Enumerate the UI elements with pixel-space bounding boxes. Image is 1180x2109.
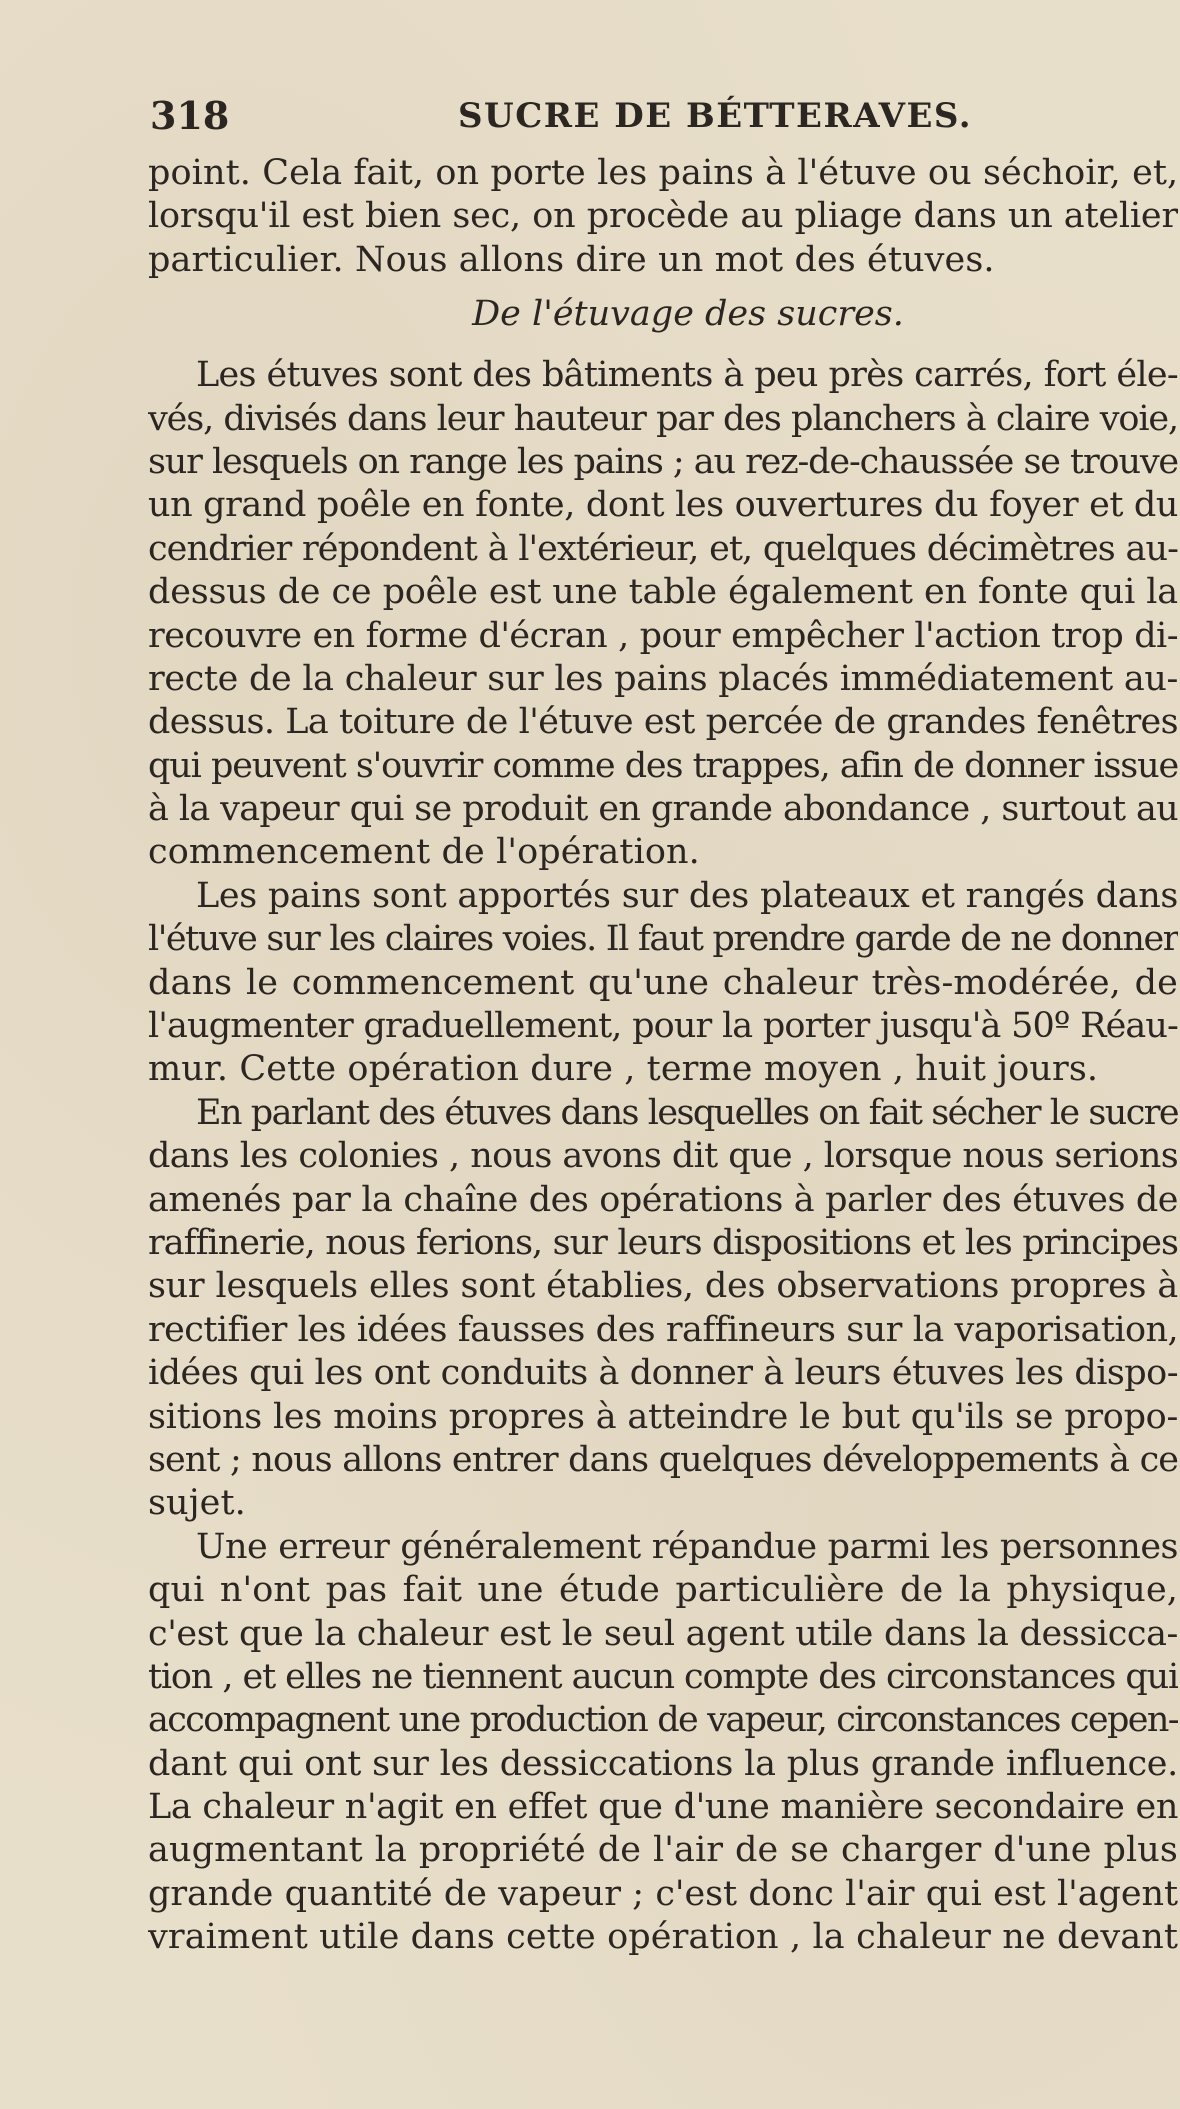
text-line: commencement de l'opération. [148,832,700,873]
intro-paragraph [148,152,1178,282]
text-line: Une erreur généralement répandue parmi les personnes [196,1526,1178,1567]
paragraph [148,354,1178,875]
text-line: raffinerie, nous ferions, sur leurs dispositions et les principes [148,1222,1178,1263]
text-line: sent ; nous allons entrer dans quelques développements à ce [148,1439,1178,1480]
paragraph [148,875,1178,1092]
text-line: augmentant la propriété de l'air de se charger d'une plus [148,1830,1178,1871]
running-head: SUCRE DE BÉTTERAVES. [458,96,973,136]
text-line: La chaleur n'agit en effet que d'une manière secondaire en [148,1787,1178,1828]
text-line: dessus. La toiture de l'étuve est percée de grandes fenêtres [148,702,1178,743]
text-line: qui peuvent s'ouvrir comme des trappes, afin de donner issue [148,745,1178,786]
text-line: grande quantité de vapeur ; c'est donc l'air qui est l'agent [148,1873,1178,1914]
text-line: particulier. Nous allons dire un mot des étuves. [148,239,995,280]
text-line: tion , et elles ne tiennent aucun compte des circonstances qui [148,1656,1178,1697]
page-number: 318 [150,93,230,138]
text-line: un grand poêle en fonte, dont les ouvertures du foyer et du [148,485,1178,526]
text-line: recouvre en forme d'écran , pour empêcher l'action trop di- [148,615,1178,656]
text-line: amenés par la chaîne des opérations à parler des étuves de [148,1179,1178,1220]
paragraph [148,1092,1178,1526]
text-line: rectifier les idées fausses des raffineurs sur la vaporisation, [148,1309,1178,1350]
text-line: qui n'ont pas fait une étude particulière de la physique, [148,1570,1178,1611]
text-line: l'augmenter graduellement, pour la porter jusqu'à 50º Réau- [148,1006,1178,1047]
text-line: vés, divisés dans leur hauteur par des planchers à claire voie, [148,398,1178,439]
text-line: dant qui ont sur les dessiccations la plus grande influence. [148,1743,1178,1784]
text-line: sitions les moins propres à atteindre le but qu'ils se propo- [148,1396,1178,1437]
text-line: mur. Cette opération dure , terme moyen , huit jours. [148,1049,1099,1090]
text-line: c'est que la chaleur est le seul agent utile dans la dessicca- [148,1613,1178,1654]
page-header [150,90,1150,142]
paragraph [148,1526,1178,1960]
text-line: point. Cela fait, on porte les pains à l'étuve ou séchoir, et, [148,153,1178,193]
section-heading: De l'étuvage des sucres. [472,294,904,335]
text-line: dans les colonies , nous avons dit que , lorsque nous serions [148,1136,1178,1177]
text-line: à la vapeur qui se produit en grande abondance , surtout au [148,789,1178,830]
text-line: idées qui les ont conduits à donner à leurs étuves les dispo- [148,1353,1178,1394]
text-line: accompagnent une production de vapeur, circonstances cepen- [148,1700,1178,1741]
text-line: recte de la chaleur sur les pains placés immédiatement au- [148,658,1178,699]
text-line: dessus de ce poêle est une table également en fonte qui la [148,572,1178,613]
text-line: dans le commencement qu'une chaleur très-modérée, de [148,962,1178,1003]
text-line: Les étuves sont des bâtiments à peu près carrés, fort éle- [196,355,1178,396]
text-line: Les pains sont apportés sur des plateaux et rangés dans [196,875,1178,916]
text-line: sur lesquels elles sont établies, des observations propres à [148,1266,1178,1307]
text-line: sujet. [148,1483,246,1524]
page-body [148,152,1178,1960]
text-line: En parlant des étuves dans lesquelles on fait sécher le sucre [196,1092,1178,1133]
text-line: vraiment utile dans cette opération , la chaleur ne devant [148,1917,1178,1958]
text-line: sur lesquels on range les pains ; au rez-de-chaussée se trouve [148,441,1178,482]
text-line: lorsqu'il est bien sec, on procède au pliage dans un atelier [148,196,1178,237]
text-line: cendrier répondent à l'extérieur, et, quelques décimètres au- [148,528,1178,569]
text-line: l'étuve sur les claires voies. Il faut prendre garde de ne donner [148,919,1178,960]
